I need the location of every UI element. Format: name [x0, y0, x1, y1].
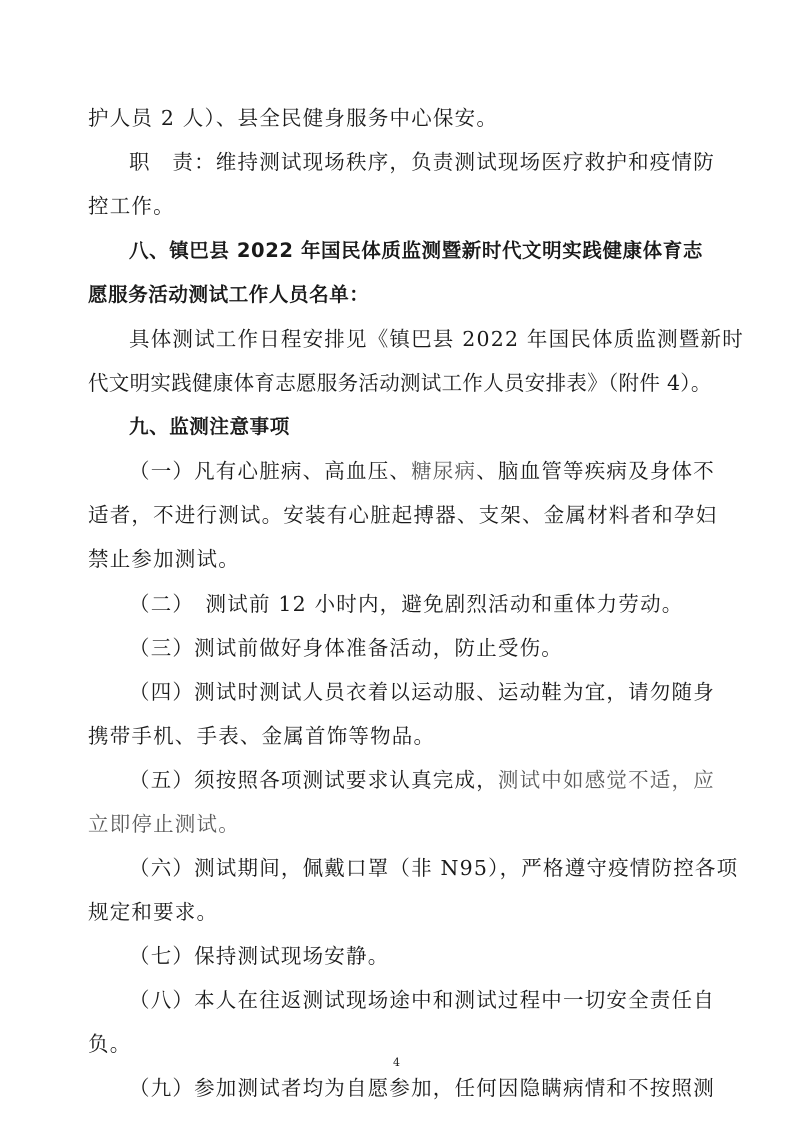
- text-line: 负。: [88, 1032, 132, 1056]
- text-line: 代文明实践健康体育志愿服务活动测试工作人员安排表》（附件 4）。: [88, 371, 712, 395]
- item-3-line: （三）测试前做好身体准备活动，防止受伤。: [129, 636, 563, 660]
- item-8-line: （八）本人在往返测试现场途中和测试过程中一切安全责任自: [129, 988, 715, 1012]
- text-line: 具体测试工作日程安排见《镇巴县 2022 年国民体质监测暨新时: [129, 327, 744, 351]
- text-line: 适者，不进行测试。安装有心脏起搏器、支架、金属材料者和孕妇: [88, 503, 718, 527]
- item-9-line: （九）参加测试者均为自愿参加，任何因隐瞒病情和不按照测: [129, 1076, 715, 1100]
- item-1-line: [129, 457, 715, 485]
- text-line: 立即停止测试。: [88, 812, 240, 836]
- item-1-part-light: 糖尿病: [411, 459, 477, 483]
- item-5-part-light: 测试中如感觉不适，应: [497, 768, 715, 792]
- section-heading-9: 九、监测注意事项: [129, 415, 290, 438]
- duty-line: 职 责：维持测试现场秩序，负责测试现场医疗救护和疫情防: [129, 150, 715, 174]
- text-line: 禁止参加测试。: [88, 547, 240, 571]
- section-heading-8-cont: 愿服务活动测试工作人员名单：: [88, 283, 370, 306]
- text-line: 规定和要求。: [88, 900, 219, 924]
- text-line: 携带手机、手表、金属首饰等物品。: [88, 724, 436, 748]
- item-6-line: （六）测试期间，佩戴口罩（非 N95），严格遵守疫情防控各项: [129, 856, 739, 880]
- page-number: 4: [393, 1056, 400, 1069]
- item-2-line: （二） 测试前 12 小时内，避免剧烈活动和重体力劳动。: [129, 592, 684, 616]
- item-7-line: （七）保持测试现场安静。: [129, 944, 390, 968]
- item-1-part: （一）凡有心脏病、高血压、: [129, 459, 412, 483]
- text-line: 护人员 2 人）、县全民健身服务中心保安。: [88, 106, 499, 130]
- section-heading-8: 八、镇巴县 2022 年国民体质监测暨新时代文明实践健康体育志: [129, 239, 703, 262]
- item-5-line: [129, 766, 715, 794]
- item-1-part: 、脑血管等疾病及身体不: [476, 459, 715, 483]
- item-5-part: （五）须按照各项测试要求认真完成，: [129, 768, 498, 792]
- text-line: 控工作。: [88, 194, 175, 218]
- item-4-line: （四）测试时测试人员衣着以运动服、运动鞋为宜，请勿随身: [129, 680, 715, 704]
